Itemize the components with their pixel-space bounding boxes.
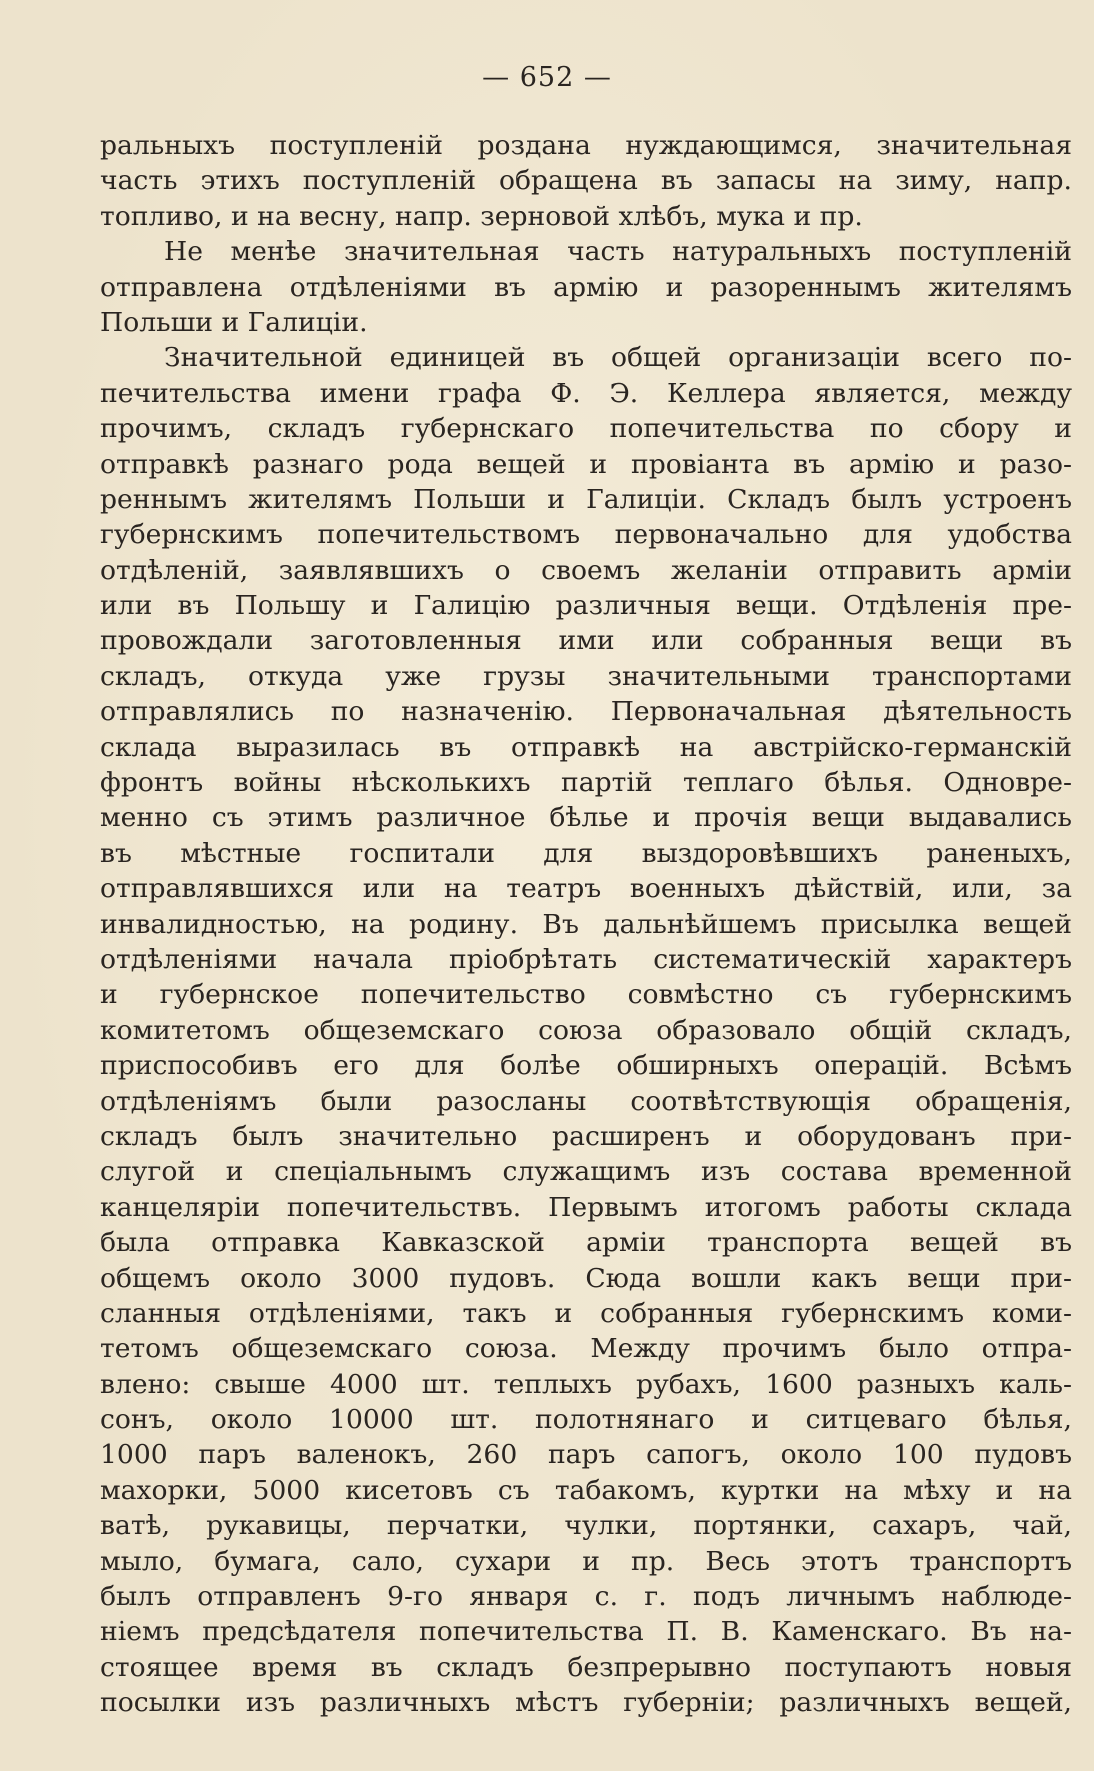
text-line: приспособивъ его для болѣе обширныхъ операцій. Всѣмъ xyxy=(100,1050,1072,1082)
text-line: стоящее время въ складъ безпрерывно поступаютъ новыя xyxy=(100,1651,1072,1683)
text-line: ральныхъ поступленій роздана нуждающимся, значительная xyxy=(100,130,1072,161)
text-line: общемъ около 3000 пудовъ. Сюда вошли какъ вещи при- xyxy=(100,1262,1072,1294)
text-line: отдѣленіямъ были разосланы соотвѣтствующія обращенія, xyxy=(100,1085,1072,1117)
text-line: или въ Польшу и Галицію различныя вещи. Отдѣленія пре- xyxy=(100,590,1072,622)
text-line: 1000 паръ валенокъ, 260 паръ сапогъ, около 100 пудовъ xyxy=(100,1439,1072,1471)
text-line: часть этихъ поступленій обращена въ запасы на зиму, напр. xyxy=(100,165,1072,197)
text-line: въ мѣстные госпитали для выздоровѣвшихъ раненыхъ, xyxy=(100,837,1072,869)
text-line: отправкѣ разнаго рода вещей и провіанта въ армію и разо- xyxy=(100,448,1072,480)
text-line: тетомъ общеземскаго союза. Между прочимъ было отпра- xyxy=(100,1333,1072,1365)
text-line: губернскимъ попечительствомъ первоначально для удобства xyxy=(100,519,1072,551)
text-line: прочимъ, складъ губернскаго попечительства по сбору и xyxy=(100,413,1072,445)
text-line: склада выразилась въ отправкѣ на австрійско-германскій xyxy=(100,731,1072,763)
text-line: отдѣленій, заявлявшихъ о своемъ желаніи отправить арміи xyxy=(100,554,1072,586)
text-line: посылки изъ различныхъ мѣстъ губерніи; различныхъ вещей, xyxy=(100,1687,1072,1719)
text-line: сонъ, около 10000 шт. полотнянаго и ситцеваго бѣлья, xyxy=(100,1404,1072,1436)
text-line: менно съ этимъ различное бѣлье и прочія вещи выдавались xyxy=(100,802,1072,834)
text-line: махорки, 5000 кисетовъ съ табакомъ, куртки на мѣху и на xyxy=(100,1474,1072,1506)
text-line: канцеляріи попечительствъ. Первымъ итогомъ работы склада xyxy=(100,1191,1072,1223)
paragraph-start-line: Не менѣе значительная часть натуральныхъ поступленій xyxy=(164,236,1072,268)
text-line: отдѣленіями начала пріобрѣтать систематическій характеръ xyxy=(100,943,1072,975)
text-line: провождали заготовленныя ими или собранныя вещи въ xyxy=(100,625,1072,657)
text-line: отправлявшихся или на театръ военныхъ дѣйствій, или, за xyxy=(100,873,1072,905)
text-line: и губернское попечительство совмѣстно съ губернскимъ xyxy=(100,979,1072,1011)
text-line: Польши и Галиціи. xyxy=(100,306,368,338)
text-line: ватѣ, рукавицы, перчатки, чулки, портянки, сахаръ, чай, xyxy=(100,1510,1072,1542)
text-line: комитетомъ общеземскаго союза образовало общій складъ, xyxy=(100,1014,1072,1046)
body-text xyxy=(100,128,1072,1721)
text-line: ніемъ предсѣдателя попечительства П. В. Каменскаго. Въ на- xyxy=(100,1616,1072,1648)
text-line: печительства имени графа Ф. Э. Келлера является, между xyxy=(100,377,1072,409)
text-line: реннымъ жителямъ Польши и Галиціи. Складъ былъ устроенъ xyxy=(100,483,1072,515)
paragraph-start-line: Значительной единицей въ общей организаціи всего по- xyxy=(164,342,1072,374)
text-line: отправлялись по назначенію. Первоначальная дѣятельность xyxy=(100,696,1072,728)
text-line: топливо, и на весну, напр. зерновой хлѣбъ, мука и пр. xyxy=(100,200,863,232)
text-line: складъ, откуда уже грузы значительными транспортами xyxy=(100,660,1072,692)
text-line: былъ отправленъ 9-го января с. г. подъ личнымъ наблюде- xyxy=(100,1581,1072,1613)
text-line: сланныя отдѣленіями, такъ и собранныя губернскимъ коми- xyxy=(100,1297,1072,1329)
text-line: влено: свыше 4000 шт. теплыхъ рубахъ, 1600 разныхъ каль- xyxy=(100,1368,1072,1400)
text-line: слугой и спеціальнымъ служащимъ изъ состава временной xyxy=(100,1156,1072,1188)
text-line: складъ былъ значительно расширенъ и оборудованъ при- xyxy=(100,1120,1072,1152)
text-line: фронтъ войны нѣсколькихъ партій теплаго бѣлья. Одновре- xyxy=(100,767,1072,799)
text-line: была отправка Кавказской арміи транспорта вещей въ xyxy=(100,1227,1072,1259)
text-line: отправлена отдѣленіями въ армію и разореннымъ жителямъ xyxy=(100,271,1072,303)
text-line: инвалидностью, на родину. Въ дальнѣйшемъ присылка вещей xyxy=(100,908,1072,940)
text-line: мыло, бумага, сало, сухари и пр. Весь этотъ транспортъ xyxy=(100,1545,1072,1577)
page-number: — 652 — xyxy=(482,62,612,93)
